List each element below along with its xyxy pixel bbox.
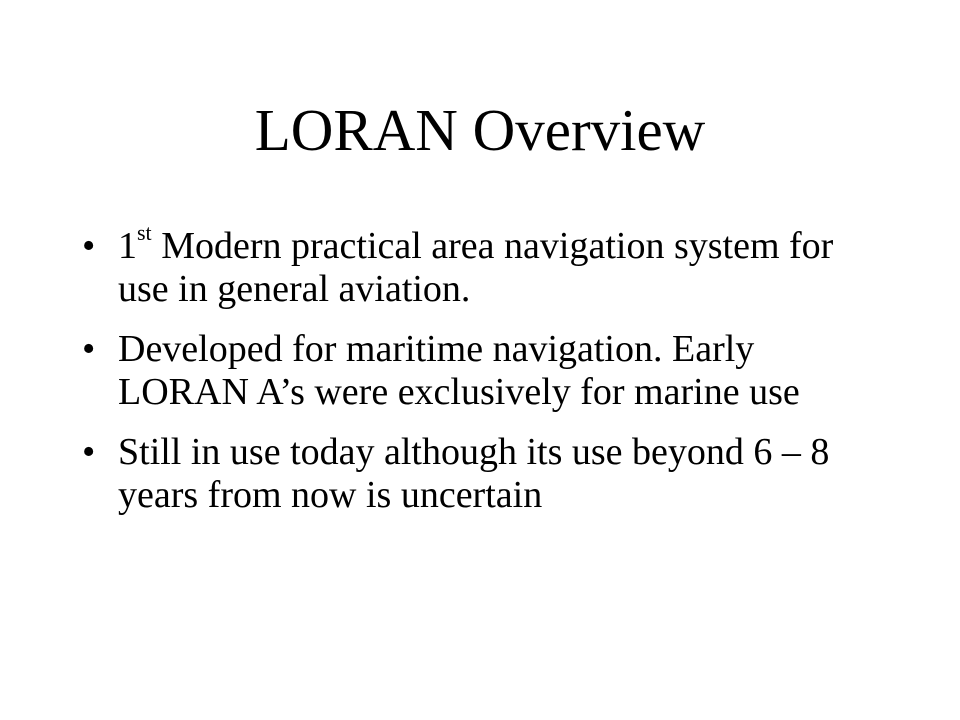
bullet-dot-icon [82, 328, 112, 371]
bullet-prefix: 1 [118, 225, 137, 267]
slide-title: LORAN Overview [254, 97, 706, 163]
bullet-superscript: st [137, 220, 152, 246]
bullet-dot-icon [82, 431, 112, 474]
bullet-item [82, 220, 882, 311]
bullet-item [82, 431, 882, 517]
bullet-list [82, 220, 882, 534]
bullet-text: Modern practical area navigation system for use in general aviation. [118, 225, 834, 310]
bullet-text: Still in use today although its use beyond 6 – 8 years from now is uncertain [118, 431, 830, 516]
bullet-text: Developed for maritime navigation. Early LORAN A’s were exclusively for marine use [118, 328, 800, 413]
bullet-dot-icon [82, 225, 112, 268]
bullet-item [82, 328, 882, 414]
